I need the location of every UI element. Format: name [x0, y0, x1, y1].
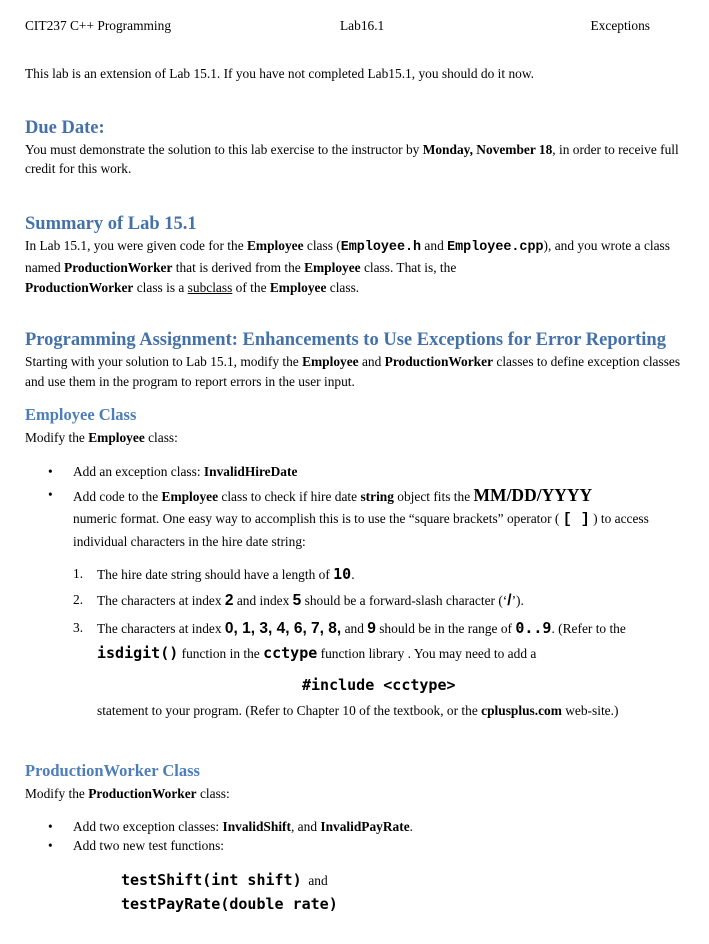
- employee-modify-line: Modify the Employee class:: [25, 430, 178, 445]
- include-directive: #include <cctype>: [302, 676, 456, 694]
- assignment-heading: Programming Assignment: Enhancements to Use Exceptions for Error Reporting: [25, 330, 666, 350]
- list-item: • Add code to the Employee class to check if hire date string object fits the MM/DD/YYYY numeric format. One easy way to accomplish this is to use the “square brackets” operator ( [ ] ) to access individual characters in the hire date string:: [48, 485, 649, 549]
- list-item: 3. The characters at index 0, 1, 3, 4, 6, 7, 8, and 9 should be in the range of 0..9. (Refer to the isdigit() function in the cctype function library . You may need to add a: [73, 619, 626, 663]
- due-date-heading: Due Date:: [25, 118, 105, 138]
- header-topic: Exceptions: [590, 18, 650, 33]
- productionworker-modify-line: Modify the ProductionWorker class:: [25, 786, 230, 801]
- list-item: • Add two new test functions:: [48, 838, 224, 854]
- summary-paragraph: In Lab 15.1, you were given code for the Employee class (Employee.h and Employee.cpp), and you wrote a class named ProductionWorker that is derived from the Employee class. That is, the ProductionWorker class is a subclass of the Employee class.: [25, 238, 670, 295]
- assignment-paragraph: Starting with your solution to Lab 15.1, modify the Employee and ProductionWorker classes to define exception classes and use them in the program to report errors in the user input.: [25, 354, 681, 389]
- list-item: 1. The hire date string should have a length of 10.: [73, 565, 355, 583]
- list-item: 2. The characters at index 2 and index 5 should be a forward-slash character (‘/’).: [73, 591, 524, 609]
- employee-bullets: [25, 462, 684, 481]
- employee-bullet-2: [25, 484, 684, 553]
- due-date-value: Monday, November 18: [422, 142, 553, 157]
- header-course: CIT237 C++ Programming: [25, 18, 172, 33]
- page-header: [25, 16, 650, 36]
- test-payrate-signature: testPayRate(double rate): [121, 895, 338, 913]
- list-item: • Add an exception class: InvalidHireDate: [48, 464, 298, 479]
- test-shift-signature: testShift(int shift) and: [121, 871, 328, 889]
- employee-class-heading: Employee Class: [25, 405, 137, 424]
- header-lab: Lab16.1: [340, 18, 385, 33]
- include-statement-note: statement to your program. (Refer to Chapter 10 of the textbook, or the cplusplus.com web-site.): [97, 703, 619, 718]
- summary-heading: Summary of Lab 15.1: [25, 214, 197, 234]
- intro-paragraph: This lab is an extension of Lab 15.1. If you have not completed Lab15.1, you should do it now.: [25, 66, 535, 81]
- productionworker-class-heading: ProductionWorker Class: [25, 761, 200, 780]
- productionworker-bullets: [25, 817, 684, 856]
- due-date-paragraph: You must demonstrate the solution to this lab exercise to the instructor by Monday, November 18, in order to receive full credit for this work.: [25, 142, 679, 177]
- hire-date-rules: [25, 564, 684, 666]
- list-item: • Add two exception classes: InvalidShift, and InvalidPayRate.: [48, 819, 414, 834]
